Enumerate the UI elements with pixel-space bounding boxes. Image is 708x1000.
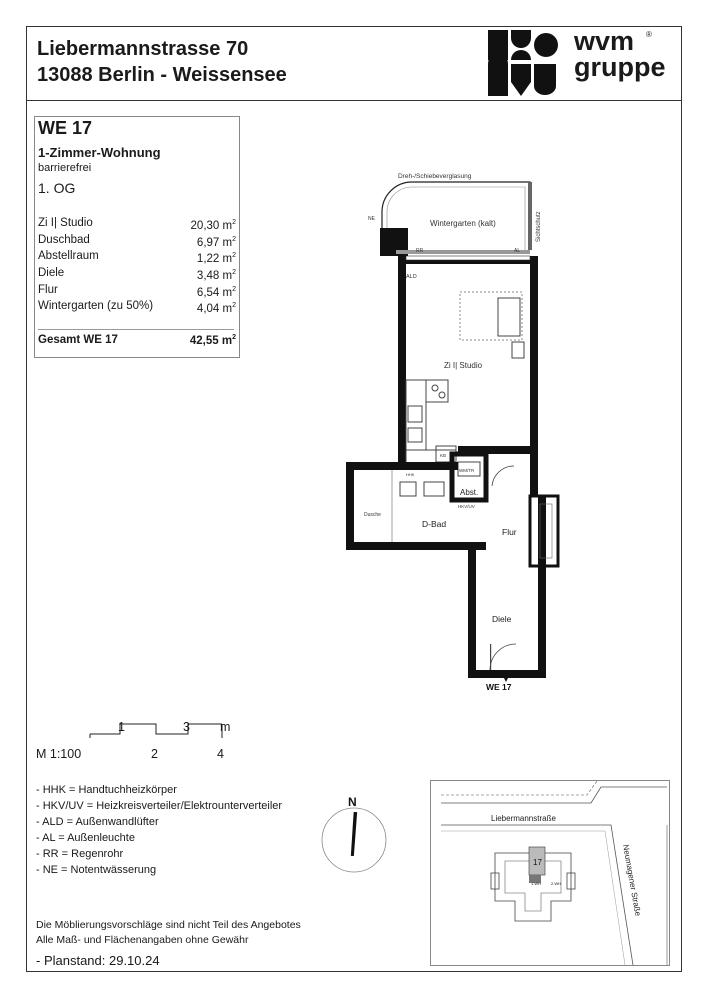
label-hhk: HHK [406, 472, 415, 477]
room-area: 20,30 $m^2$ [190, 219, 236, 232]
total-area: 42,55 $m^2$ [189, 334, 236, 347]
kitchen-line [406, 380, 456, 464]
label-al: AL [514, 248, 521, 254]
scale-unit: m [220, 720, 231, 734]
room-row [38, 232, 236, 249]
sichtschutz-panel [528, 182, 532, 250]
label-site-unit: 17 [533, 858, 542, 867]
label-entrance: WE 17 [486, 682, 512, 690]
room-area: 6,97 $m^2$ [196, 235, 236, 249]
room-area: 4,04 $m^2$ [196, 302, 236, 316]
legend [36, 782, 282, 878]
unit-accessibility: barrierefrei [38, 162, 92, 174]
label-abst: Abst. [460, 488, 479, 497]
address-line-1: Liebermannstrasse 70 [37, 38, 249, 60]
logo-registered: ® [646, 30, 652, 39]
label-sichtschutz: Sichtschutz [536, 211, 542, 242]
room-name: Flur [38, 283, 58, 296]
label-rr: RR [416, 248, 424, 254]
scale-tick-3: 3 [183, 720, 190, 734]
label-site-a: 1.WH [531, 881, 541, 886]
room-row [38, 215, 236, 232]
floor-plan [340, 170, 580, 690]
site-plan [431, 781, 669, 965]
room-area: 3,48 $m^2$ [196, 269, 236, 282]
unit-id: WE 17 [38, 118, 93, 138]
label-diele: Diele [492, 614, 512, 624]
label-ald: ALD [406, 274, 417, 280]
total-label: Gesamt WE 17 [38, 334, 118, 346]
room-row [38, 248, 236, 265]
label-dusche: Dusche [364, 512, 381, 518]
plan-date: - Planstand: 29.10.24 [36, 953, 160, 968]
label-site-b: 2.WH [551, 881, 561, 886]
compass-north: N [348, 795, 357, 809]
label-ne: NE [368, 216, 375, 222]
label-street-2: Neumagener Straße [621, 843, 643, 917]
unit-floor: 1. OG [38, 180, 76, 196]
bed [460, 292, 524, 358]
label-street-1: Liebermannstraße [491, 814, 556, 823]
unit-type: 1-Zimmer-Wohnung [38, 145, 161, 160]
label-studio: Zi I| Studio [444, 361, 483, 370]
room-name: Wintergarten (zu 50%) [38, 300, 154, 313]
legend-item: - NE = Notentwässerung [36, 864, 157, 876]
room-area: 1,22 $m^2$ [196, 252, 236, 266]
room-row [38, 282, 236, 299]
disclaimer-furniture: Die Möblierungsvorschläge sind nicht Teil des Angebotes [36, 919, 301, 931]
compass-icon [314, 790, 394, 876]
total-row [38, 334, 236, 347]
room-name: Diele [38, 267, 65, 280]
label-wintergarten: Wintergarten (kalt) [430, 219, 496, 228]
legend-item: - HHK = Handtuchheizkörper [36, 784, 177, 796]
logo-text-gruppe: gruppe [574, 52, 666, 82]
label-glazing: Dreh-/Schiebeverglasung [398, 173, 472, 180]
wvm-logo-mark [488, 30, 560, 96]
room-area: 6,54 $m^2$ [196, 285, 236, 299]
legend-item: - HKV/UV = Heizkreisverteiler/Elektrounterverteiler [36, 800, 283, 812]
scale-label: M 1:100 [36, 747, 82, 761]
scale-tick-1: 1 [118, 720, 125, 734]
room-name: Zi I| Studio [38, 217, 93, 229]
label-wm: WM/TR [459, 468, 475, 473]
room-list [38, 215, 236, 315]
scale-tick-4: 4 [217, 747, 224, 761]
logo-text-wvm: wvm [574, 26, 635, 56]
address-line-2: 13088 Berlin - Weissensee [37, 64, 287, 86]
scale-bar [30, 716, 250, 744]
room-name: Abstellraum [38, 250, 99, 263]
label-hkvuv: HKV/UV [458, 504, 475, 509]
legend-item: - RR = Regenrohr [36, 848, 124, 860]
disclaimer-measurements: Alle Maß- und Flächenangaben ohne Gewähr [36, 934, 249, 946]
legend-item: - ALD = Außenwandlüfter [36, 816, 159, 828]
scale-tick-2: 2 [151, 747, 158, 761]
label-dbad: D-Bad [422, 519, 447, 529]
label-flur: Flur [502, 527, 517, 537]
room-row [38, 298, 236, 315]
wintergarten-area [368, 173, 542, 256]
legend-item: - AL = Außenleuchte [36, 832, 135, 844]
header-divider [26, 100, 682, 101]
label-kb: KB [440, 453, 447, 458]
total-divider [38, 329, 234, 330]
room-row [38, 265, 236, 282]
room-name: Duschbad [38, 233, 90, 246]
